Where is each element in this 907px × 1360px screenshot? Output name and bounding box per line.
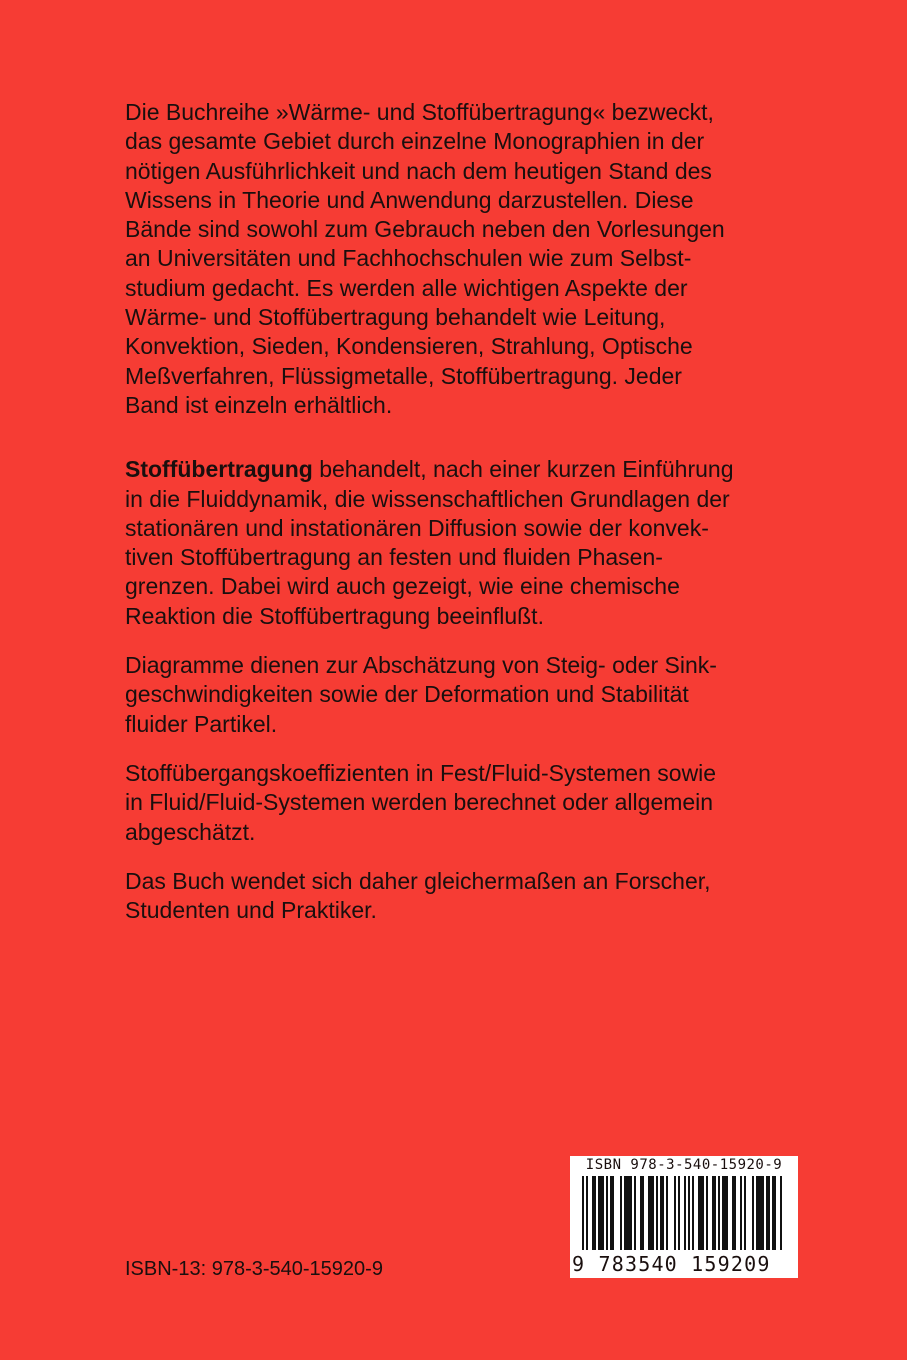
barcode-bar [780,1176,782,1250]
coefficients-paragraph: Stoffübergangskoeffizienten in Fest/Fluid-Systemen sowie in Fluid/Fluid-Systemen werden berechnet oder allgemein abgeschätzt. [125,759,717,845]
book-description [125,455,825,631]
barcode [570,1156,798,1278]
barcode-bar [624,1176,632,1250]
barcode-bar [722,1176,728,1250]
barcode-bars [582,1176,786,1252]
barcode-bar [640,1176,644,1250]
barcode-bar [674,1176,676,1250]
barcode-bar [752,1176,754,1250]
barcode-bar [592,1176,596,1250]
barcode-bar [756,1176,764,1250]
audience-paragraph: Das Buch wendet sich daher gleichermaßen an Forscher, Studenten und Praktiker. [125,867,711,924]
barcode-bar [634,1176,636,1250]
isbn-13-label: ISBN-13: 978-3-540-15920-9 [125,1258,383,1280]
barcode-bar [620,1176,622,1250]
barcode-bar [772,1176,776,1250]
barcode-bar [732,1176,736,1250]
barcode-bar [656,1176,658,1250]
barcode-bar [660,1176,664,1250]
barcode-bar [766,1176,770,1250]
barcode-bar [610,1176,614,1250]
barcode-bar [688,1176,690,1250]
barcode-bar [718,1176,720,1250]
diagrams-paragraph: Diagramme dienen zur Abschätzung von Steig- oder Sink- geschwindigkeiten sowie der Deformation und Stabilität fluider Partikel. [125,652,717,737]
barcode-bar [712,1176,716,1250]
back-cover-text [125,98,825,925]
barcode-isbn-label: ISBN 978-3-540-15920-9 [585,1157,783,1173]
barcode-bar [606,1176,608,1250]
book-description-text: behandelt, nach einer kurzen Einführung in die Fluiddynamik, die wissenschaftlichen Grundlagen der stationären und instationären Diffusion sowie der konvek- tiven Stoffübertragung an festen und fluiden Phasen- grenzen. Dabei wird auch gezeigt, wie eine chemische Reaktion die Stoffübertragung beeinflußt. [125,456,734,629]
book-title-bold: Stoffübertragung [125,456,313,483]
barcode-bar [582,1176,584,1250]
barcode-bar [648,1176,654,1250]
barcode-bar [698,1176,704,1250]
series-description: Die Buchreihe »Wärme- und Stoffübertragung« bezweckt, das gesamte Gebiet durch einzelne Monographien in der nötigen Ausführlichkeit und nach dem heutigen Stand des Wissens in Theorie und Anwendung darzustellen. Diese Bände sind sowohl zum Gebrauch neben den Vorlesungen an Universitäten und Fachhochschulen wie zum Selbst- studium gedacht. Es werden alle wichtigen Aspekte der Wärme- und Stoffübertragung behandelt wie Leitung, Konvektion, Sieden, Kondensieren, Strahlung, Optische Meßverfahren, Flüssigmetalle, Stoffübertragung. Jeder Band ist einzeln erhältlich. [125,99,725,418]
barcode-bar [598,1176,604,1250]
barcode-digits: 9 783540 159209 [572,1252,771,1276]
barcode-bar [678,1176,680,1250]
barcode-bar [706,1176,708,1250]
barcode-bar [692,1176,694,1250]
barcode-bar [684,1176,686,1250]
barcode-bar [666,1176,668,1250]
barcode-bar [740,1176,742,1250]
barcode-bar [744,1176,746,1250]
barcode-bar [586,1176,588,1250]
